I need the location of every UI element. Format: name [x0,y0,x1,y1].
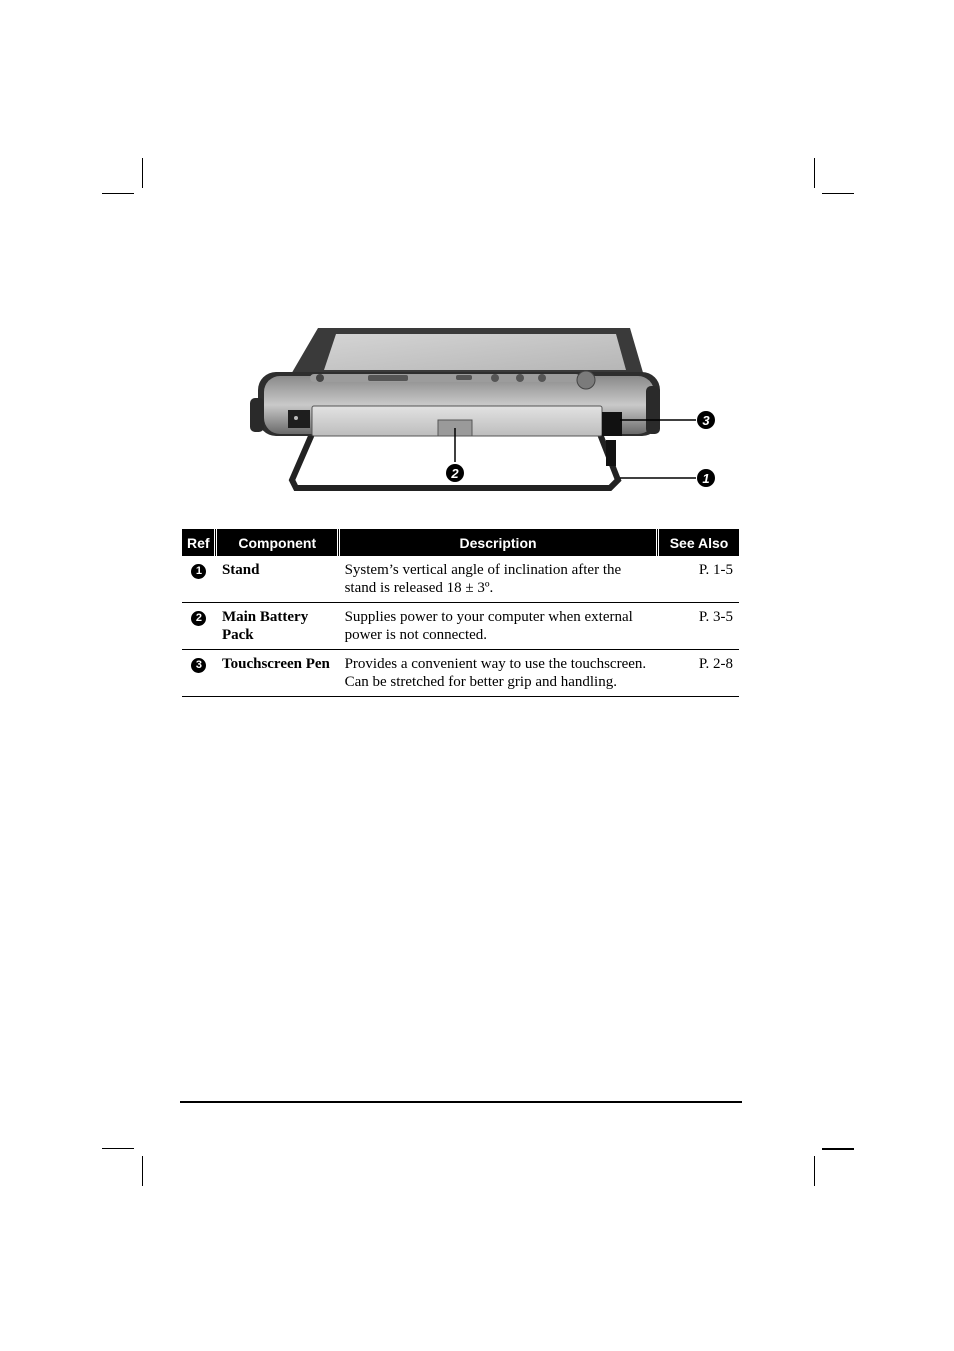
crop-mark-bottom-left-h [102,1148,134,1149]
callout-2-label: 2 [451,466,459,481]
crop-mark-top-left-v [142,158,143,188]
component-name: Touchscreen Pen [216,650,339,697]
callout-badge-1 [697,469,715,487]
callout-badge-3 [697,411,715,429]
crop-mark-bottom-right-h [822,1148,854,1150]
component-name: Main Battery Pack [216,603,339,650]
header-description: Description [339,529,658,556]
crop-mark-bottom-left-v [142,1156,143,1186]
table-row [182,556,739,603]
callout-badge-2 [446,464,464,482]
component-description: System’s vertical angle of inclination after the stand is released 18 ± 3º. [339,556,658,603]
header-component: Component [216,529,339,556]
footer-rule [180,1101,742,1103]
component-description: Provides a convenient way to use the touchscreen. Can be stretched for better grip and handling. [339,650,658,697]
component-name: Stand [216,556,339,603]
table-row [182,603,739,650]
components-table [182,529,739,697]
callout-3-label: 3 [702,413,710,428]
ref-number-badge: 1 [191,564,206,579]
table-row [182,650,739,697]
crop-mark-top-right-h [822,193,854,194]
tablet-illustration [250,322,730,500]
table-header-row [182,529,739,556]
tablet-front-view-figure [250,322,730,500]
see-also-page: P. 3-5 [658,603,739,650]
see-also-page: P. 2-8 [658,650,739,697]
screen [324,334,626,370]
callout-1-label: 1 [702,471,710,486]
ref-number-badge: 3 [191,658,206,673]
ref-number-badge: 2 [191,611,206,626]
crop-mark-top-left-h [102,193,134,194]
header-see-also: See Also [658,529,739,556]
crop-mark-top-right-v [814,158,815,188]
header-ref: Ref [182,529,216,556]
power-button-icon [316,374,324,382]
see-also-page: P. 1-5 [658,556,739,603]
touchscreen-pen-shape [602,412,622,436]
crop-mark-bottom-right-v [814,1156,815,1186]
component-description: Supplies power to your computer when external power is not connected. [339,603,658,650]
